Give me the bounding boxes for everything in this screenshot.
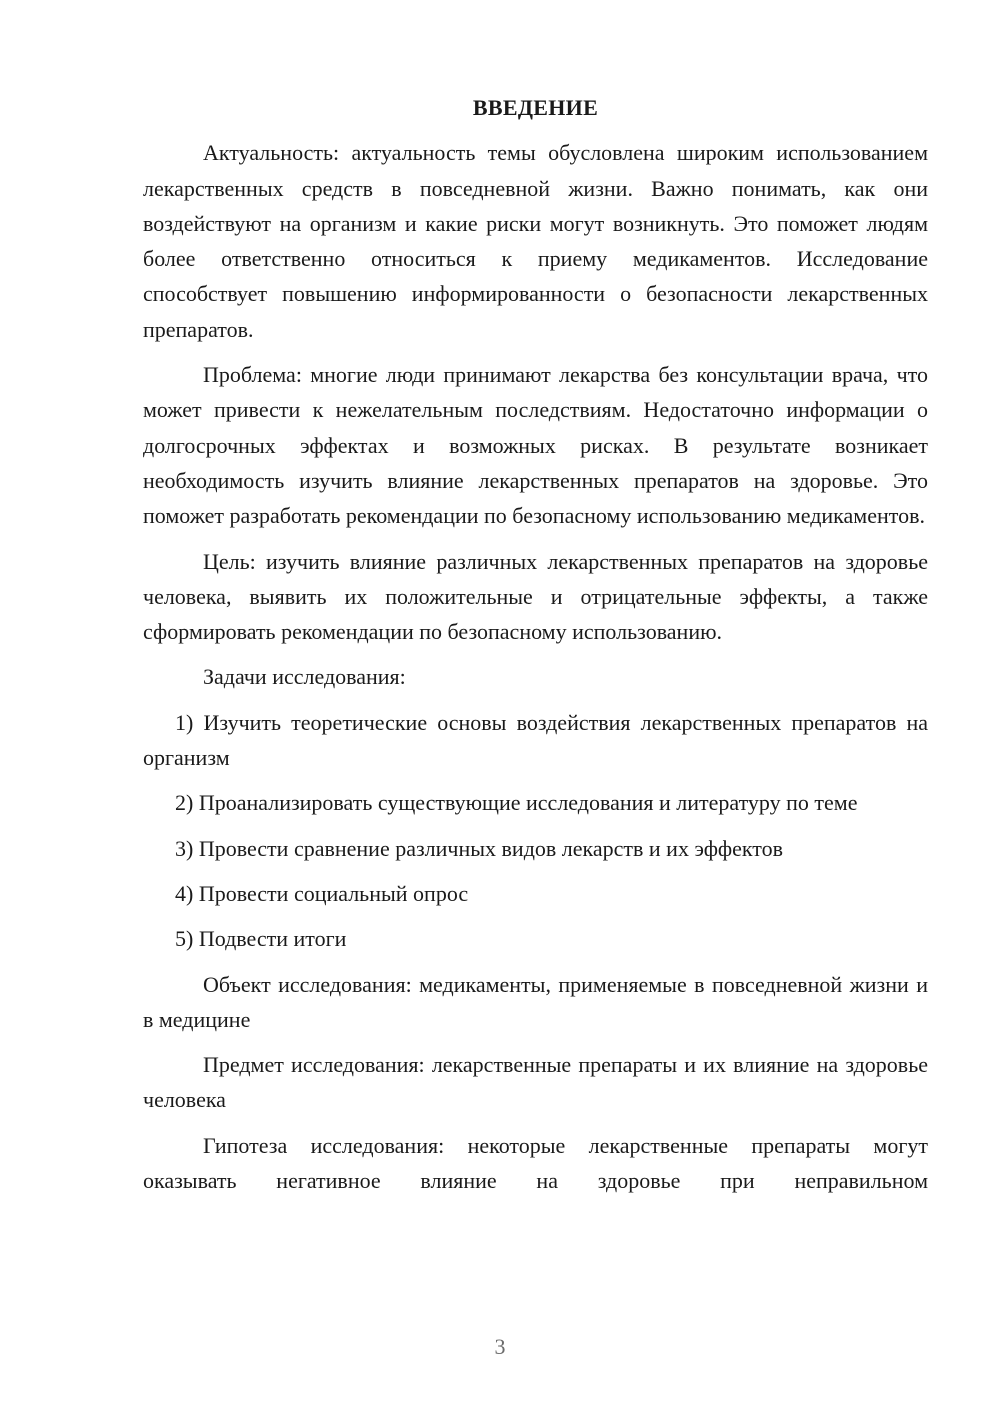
goal-paragraph: Цель: изучить влияние различных лекарственных препаратов на здоровье человека, выявить их положительные и отрицательные эффекты, а также сформировать рекомендации по безопасному использованию. [143, 548, 928, 645]
task-item-1: 1) Изучить теоретические основы воздействия лекарственных препаратов на организм [143, 709, 928, 771]
task-item-2: 2) Проанализировать существующие исследования и литературу по теме [175, 790, 858, 816]
problem-paragraph: Проблема: многие люди принимают лекарства без консультации врача, что может привести к нежелательным последствиям. Недостаточно информации о долгосрочных эффектах и возможных рисках. В результате возникает необходимость изучить влияние лекарственных препаратов на здоровье. Это поможет разработать рекомендации по безопасному использованию медикаментов. [143, 362, 928, 529]
task-item-5: 5) Подвести итоги [175, 926, 347, 952]
subject-paragraph: Предмет исследования: лекарственные препараты и их влияние на здоровье человека [143, 1052, 928, 1113]
task-item-3: 3) Провести сравнение различных видов лекарств и их эффектов [175, 835, 784, 861]
section-title: ВВЕДЕНИЕ [472, 95, 599, 120]
tasks-heading: Задачи исследования: [203, 664, 406, 690]
relevance-paragraph: Актуальность: актуальность темы обусловлена широким использованием лекарственных средств в повседневной жизни. Важно понимать, как они воздействуют на организм и какие риски могут возникнуть. Это поможет людям более ответственно относиться к приему медикаментов. Исследование способствует повышению информированности о безопасности лекарственных препаратов. [143, 140, 928, 342]
page-number: 3 [494, 1334, 506, 1359]
object-paragraph: Объект исследования: медикаменты, применяемые в повседневной жизни и в медицине [143, 971, 928, 1032]
document-body [143, 90, 928, 1198]
hypothesis-paragraph: Гипотеза исследования: некоторые лекарственные препараты могут оказывать негативное влияние на здоровье при неправильном [143, 1132, 928, 1194]
task-item-4: 4) Провести социальный опрос [175, 880, 469, 906]
